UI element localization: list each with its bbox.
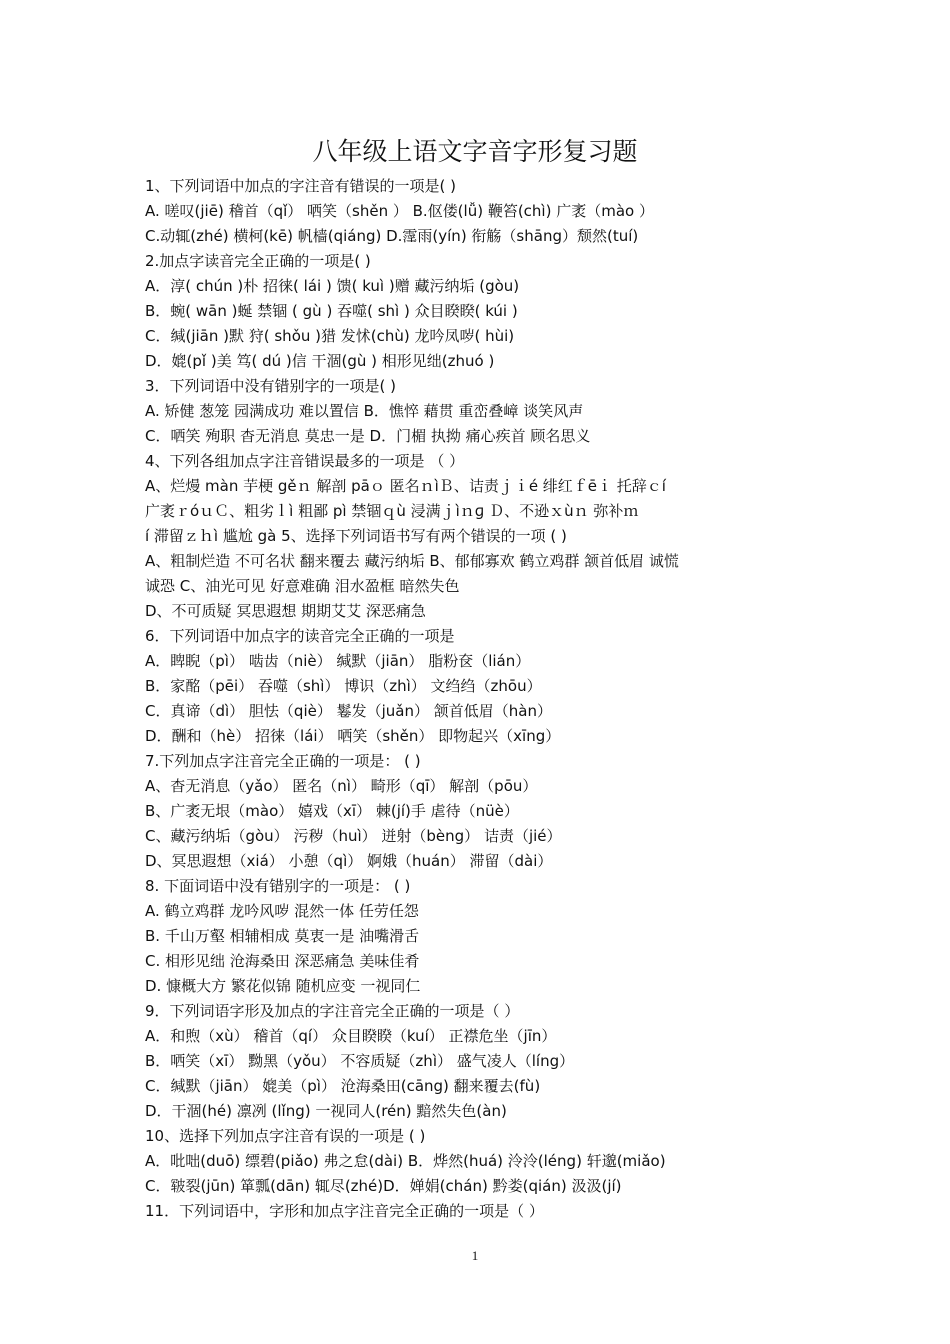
text-line: D．媲(pǐ )美 笃( dú )信 干涸(gù ) 相形见绌(zhuó ) (145, 352, 495, 370)
text-line: B、广袤无垠（mào） 嬉戏（xī） 棘(jí)手 虐待（nüè） (145, 802, 519, 820)
text-line: C．皲裂(jūn) 箪瓢(dān) 辄尽(zhé)D．婵娟(chán) 黔娄(qián) 汲汲(jí) (145, 1177, 622, 1195)
text-line: 1、下列词语中加点的字注音有错误的一项是( ) (145, 177, 457, 195)
text-line: D．酬和（hè） 招徕（lái） 哂笑（shěn） 即物起兴（xīng） (145, 727, 561, 745)
text-line: B．家酩（pēi） 吞噬（shì） 博识（zhì） 文绉绉（zhōu） (145, 677, 542, 695)
text-line: 诚恐 C、油光可见 好意难确 泪水盈框 暗然失色 (145, 577, 460, 595)
text-line: 11．下列词语中，字形和加点字注音完全正确的一项是（ ） (145, 1202, 544, 1220)
text-line: 6．下列词语中加点字的读音完全正确的一项是 (145, 627, 455, 645)
text-line: C．哂笑 殉职 杳无消息 莫忠一是 D．门楣 执拗 痛心疾首 顾名思义 (145, 427, 591, 445)
text-line: 4、下列各组加点字注音错误最多的一项是 （ ） (145, 452, 465, 470)
text-line: D、冥思遐想（xiá） 小憩（qì） 婀娥（huán） 滞留（dài） (145, 852, 553, 870)
text-line: C．真谛（dì） 胆怯（qiè） 鬈发（juǎn） 颔首低眉（hàn） (145, 702, 552, 720)
text-line: C．缄(jiān )默 狩( shǒu )猎 发怵(chù) 龙吟凤哕( hùi) (145, 327, 515, 345)
text-line: D. 慷概大方 繁花似锦 随机应变 一视同仁 (145, 977, 421, 995)
text-line: B．哂笑（xī） 黝黑（yǒu） 不容质疑（zhì） 盛气凌人（líng） (145, 1052, 575, 1070)
text-line: A. 鹤立鸡群 龙吟风哕 混然一体 任劳任怨 (145, 902, 419, 920)
text-line: B. 千山万壑 相辅相成 莫衷一是 油嘴滑舌 (145, 927, 420, 945)
text-line: A、杳无消息（yǎo） 匿名（nì） 畸形（qī） 解剖（pōu） (145, 777, 538, 795)
question-list (145, 174, 825, 1224)
text-line: A、粗制烂造 不可名状 翻来覆去 藏污纳垢 B、郁郁寡欢 鹤立鸡群 颔首低眉 诚慌 (145, 552, 679, 570)
text-line: C. 相形见绌 沧海桑田 深恶痛急 美味佳肴 (145, 952, 420, 970)
text-line: A．睥睨（pì） 啮齿（niè） 缄默（jiān） 脂粉奁（lián） (145, 652, 531, 670)
text-line: A. 嗟叹(jiē) 稽首（qǐ） 哂笑（shěn ） B.伛偻(lǚ) 鞭笞(chì) 广袤（mào ） (145, 202, 654, 220)
page-number: 1 (471, 1248, 479, 1263)
text-line: 9．下列词语字形及加点的字注音完全正确的一项是（ ） (145, 1002, 520, 1020)
page-title: 八年级上语文字音字形复习题 (312, 137, 638, 166)
text-line: 10、选择下列加点字注音有误的一项是 ( ) (145, 1127, 426, 1145)
text-line: C、藏污纳垢（gòu） 污秽（huì） 迸射（bèng） 诘责（jié） (145, 827, 562, 845)
text-line: D、不可质疑 冥思遐想 期期艾艾 深恶痛急 (145, 602, 426, 620)
text-line: A．和煦（xù） 稽首（qí） 众目睽睽（kuí） 正襟危坐（jīn） (145, 1027, 557, 1045)
text-line: í 滞留ｚｈì 尴尬 gà 5、选择下列词语书写有两个错误的一项 ( ) (145, 527, 567, 545)
text-line: C.动辄(zhé) 横柯(kē) 帆樯(qiáng) D.霪雨(yín) 衔觞（shāng）颓然(tuí) (145, 227, 639, 245)
text-line: B．蜿( wān )蜒 禁锢 ( gù ) 吞噬( shì ) 众目睽睽( kúi ) (145, 302, 518, 320)
text-line: 3．下列词语中没有错别字的一项是( ) (145, 377, 397, 395)
text-line: C．缄默（jiān） 媲美（pì） 沧海桑田(cāng) 翻来覆去(fù) (145, 1077, 541, 1095)
text-line: A．吡咄(duō) 缥碧(piǎo) 弗之怠(dài) B．烨然(huá) 泠泠(léng) 轩邈(miǎo) (145, 1152, 666, 1170)
text-line: A. 矫健 葱笼 园满成功 难以置信 B．憔悴 藉贯 重峦叠嶂 谈笑风声 (145, 402, 584, 420)
text-line: 广袤ｒóｕＣ、粗劣ｌì 粗鄙 pì 禁锢ｑù 浸满ｊìｎɡ Ｄ、不逊ｘùｎ 弥补ｍ (145, 502, 639, 520)
text-line: 8. 下面词语中没有错别字的一项是： ( ) (145, 877, 411, 895)
text-line: A、烂熳 màn 芋梗 gěｎ 解剖 pāｏ 匿名ｎìＢ、诘责ｊｉé 绯红ｆēｉ 托辞ｃí (145, 477, 666, 495)
text-line: 7.下列加点字注音完全正确的一项是： ( ) (145, 752, 421, 770)
text-line: A．淳( chún )朴 招徕( lái ) 馈( kuì )赠 藏污纳垢 (gòu) (145, 277, 520, 295)
text-line: D．干涸(hé) 凛冽 (lǐng) 一视同人(rén) 黯然失色(àn) (145, 1102, 507, 1120)
text-line: 2.加点字读音完全正确的一项是( ) (145, 252, 371, 270)
